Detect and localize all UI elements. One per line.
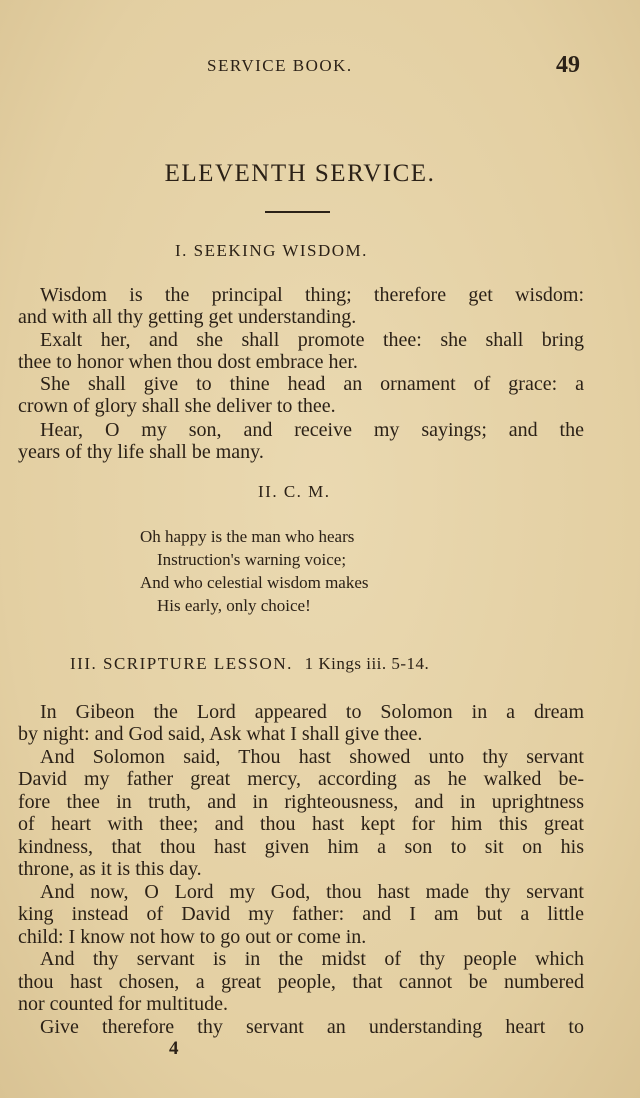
text-line: and with all thy getting get understanding.: [18, 306, 357, 328]
text-line: kindness, that thou hast given him a son to sit on his: [18, 836, 584, 858]
section3-heading: [70, 654, 429, 674]
scripture-reference: 1 Kings iii. 5-14.: [304, 654, 430, 673]
text-line: nor counted for multitude.: [18, 993, 228, 1015]
hymn-line: His early, only choice!: [157, 596, 311, 615]
text-line: In Gibeon the Lord appeared to Solomon in a dream: [40, 701, 584, 723]
text-line: years of thy life shall be many.: [18, 441, 264, 463]
text-line: Give therefore thy servant an understanding heart to: [40, 1016, 584, 1038]
page-number: 49: [556, 52, 580, 78]
text-line: crown of glory shall she deliver to thee.: [18, 395, 336, 417]
text-line: And Solomon said, Thou hast showed unto thy servant: [40, 746, 584, 768]
text-line: thou hast chosen, a great people, that cannot be numbered: [18, 971, 584, 993]
text-line: thee to honor when thou dost embrace her.: [18, 351, 358, 373]
text-line: king instead of David my father: and I am but a little: [18, 903, 584, 925]
text-line: fore thee in truth, and in righteousness, and in uprightness: [18, 791, 584, 813]
hymn-line: Instruction's warning voice;: [157, 550, 347, 569]
hymn-line: Oh happy is the man who hears: [140, 527, 355, 546]
text-line: of heart with thee; and thou hast kept for him this great: [18, 813, 584, 835]
text-line: Exalt her, and she shall promote thee: she shall bring: [40, 329, 584, 351]
section1-heading: I. SEEKING WISDOM.: [175, 241, 368, 260]
section3-title: III. SCRIPTURE LESSON.: [70, 654, 293, 673]
text-line: David my father great mercy, according as he walked be-: [18, 768, 584, 790]
running-title: SERVICE BOOK.: [207, 56, 353, 75]
hymn-line: And who celestial wisdom makes: [140, 573, 369, 592]
text-line: She shall give to thine head an ornament of grace: a: [40, 373, 584, 395]
text-line: And thy servant is in the midst of thy people which: [40, 948, 584, 970]
text-line: by night: and God said, Ask what I shall give thee.: [18, 723, 423, 745]
text-line: Hear, O my son, and receive my sayings; and the: [40, 419, 584, 441]
text-line: Wisdom is the principal thing; therefore get wisdom:: [40, 284, 584, 306]
title-rule: [265, 211, 330, 213]
text-line: And now, O Lord my God, thou hast made thy servant: [40, 881, 584, 903]
text-line: child: I know not how to go out or come in.: [18, 926, 367, 948]
section2-heading: II. C. M.: [258, 482, 331, 501]
text-line: throne, as it is this day.: [18, 858, 202, 880]
service-title: ELEVENTH SERVICE.: [164, 160, 436, 187]
signature-mark: 4: [169, 1038, 179, 1059]
